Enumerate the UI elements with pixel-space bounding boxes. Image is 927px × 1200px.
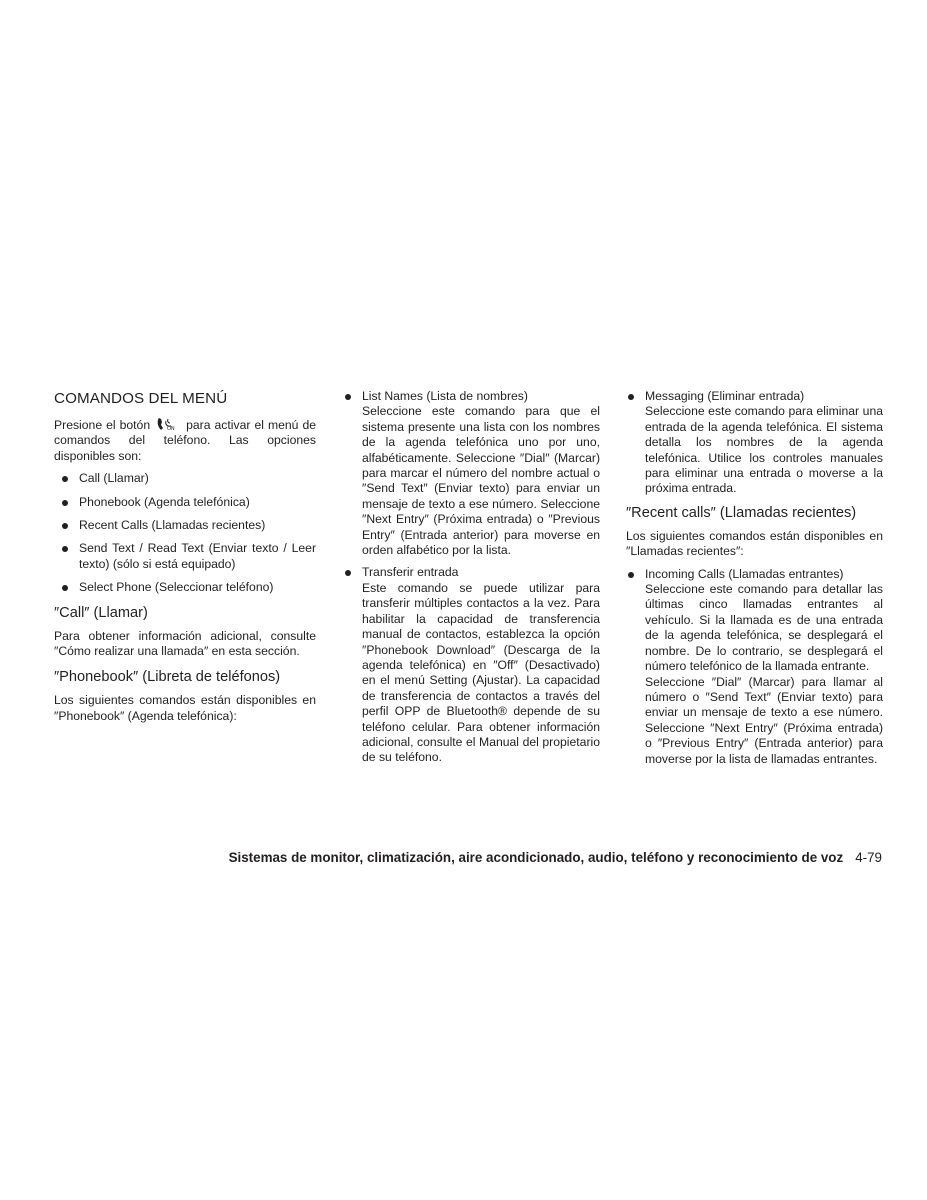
bullet-icon bbox=[628, 572, 634, 578]
page-footer bbox=[229, 849, 882, 867]
entry-title: Transferir entrada bbox=[362, 565, 459, 580]
list-item bbox=[626, 389, 883, 497]
call-paragraph: Para obtener información adicional, consulte ″Cómo realizar una llamada″ en esta sección. bbox=[54, 628, 316, 659]
subheading-phonebook: ″Phonebook″ (Libreta de teléfonos) bbox=[54, 669, 281, 686]
bullet-icon bbox=[62, 500, 68, 506]
svg-text:ON: ON bbox=[167, 426, 175, 431]
list-item: Select Phone (Seleccionar teléfono) bbox=[54, 580, 316, 595]
list-item: Recent Calls (Llamadas recientes) bbox=[54, 518, 316, 533]
intro-text-before: Presione el botón bbox=[54, 418, 151, 432]
bullet-icon bbox=[62, 546, 68, 552]
menu-options-list bbox=[54, 471, 316, 595]
list-item bbox=[626, 567, 883, 767]
recent-calls-paragraph: Los siguientes comandos están disponibles en ″Llamadas recientes″: bbox=[626, 528, 883, 559]
entry-text: Seleccione este comando para eliminar una entrada de la agenda telefónica. El sistema detalla los nombres de la agenda telefónica. Utilice los controles manuales para eliminar una entrada o moverse a la próxima entrada. bbox=[645, 404, 883, 496]
phone-voice-button-icon bbox=[156, 417, 178, 431]
entry-text: Seleccione ″Dial″ (Marcar) para llamar al número o ″Send Text″ (Enviar texto) para enviar un mensaje de texto a ese número. Seleccione ″Next Entry″ (Próxima entrada) o ″Previous Entry″ (Entrada anterior) para moverse por la lista de llamadas entrantes. bbox=[645, 674, 883, 766]
list-item: Call (Llamar) bbox=[54, 471, 316, 486]
entry-title: Messaging (Eliminar entrada) bbox=[645, 389, 805, 403]
bullet-icon bbox=[628, 394, 634, 400]
column-1 bbox=[54, 389, 316, 724]
page-number: 4-79 bbox=[855, 850, 882, 865]
entry-title: List Names (Lista de nombres) bbox=[362, 389, 528, 403]
list-item: Send Text / Read Text (Enviar texto / Leer texto) (sólo si está equipado) bbox=[54, 541, 316, 572]
list-item: Phonebook (Agenda telefónica) bbox=[54, 495, 316, 510]
intro-text-after: para activar el menú de comandos del teléfono. Las opciones disponibles son: bbox=[54, 418, 316, 463]
bullet-icon bbox=[62, 523, 68, 529]
section-heading-menu-commands: COMANDOS DEL MENÚ bbox=[54, 390, 228, 407]
bullet-icon bbox=[345, 570, 351, 576]
subheading-call: ″Call″ (Llamar) bbox=[54, 604, 148, 621]
column-2 bbox=[343, 389, 600, 773]
subheading-recent-calls: ″Recent calls″ (Llamadas recientes) bbox=[626, 504, 857, 521]
footer-section-title: Sistemas de monitor, climatización, aire acondicionado, audio, teléfono y reconocimiento de voz bbox=[228, 850, 844, 865]
column-3 bbox=[626, 389, 883, 774]
entry-text: Seleccione este comando para que el sistema presente una lista con los nombres de la agenda telefónica uno por uno, alfabéticamente. Seleccione ″Dial″ (Marcar) para marcar el número del nombre actual o ″Send Text″ (Enviar texto) para enviar un mensaje de texto a ese número. Seleccione ″Next Entry″ (Próxima entrada) o ″Previous Entry″ (Entrada anterior) para moverse en orden alfabético por la lista. bbox=[362, 404, 600, 558]
bullet-icon bbox=[62, 585, 68, 591]
list-item bbox=[343, 389, 600, 558]
phonebook-paragraph: Los siguientes comandos están disponibles en ″Phonebook″ (Agenda telefónica): bbox=[54, 693, 316, 723]
entry-text: Seleccione este comando para detallar las últimas cinco llamadas entrantes al vehículo. Si la llamada es de una entrada de la agenda telefónica, se desplegará el nombre. De lo contrario, se desplegará el número telefónico de la llamada entrante. bbox=[645, 582, 883, 674]
intro-paragraph bbox=[54, 417, 316, 464]
list-item bbox=[343, 565, 600, 765]
entry-title: Incoming Calls (Llamadas entrantes) bbox=[645, 566, 844, 581]
bullet-icon bbox=[62, 476, 68, 482]
entry-text: Este comando se puede utilizar para transferir múltiples contactos a la vez. Para habilitar la capacidad de transferencia manual de contactos, establezca la opción ″Phonebook Download″ (Descarga de la agenda telefónica) en ″Off″ (Desactivado) en el menú Setting (Ajustar). La capacidad de transferencia de contactos a través del perfil OPP de Bluetooth® depende de su teléfono celular. Para obtener información adicional, consulte el Manual del propietario de su teléfono. bbox=[362, 580, 600, 765]
bullet-icon bbox=[345, 394, 351, 400]
